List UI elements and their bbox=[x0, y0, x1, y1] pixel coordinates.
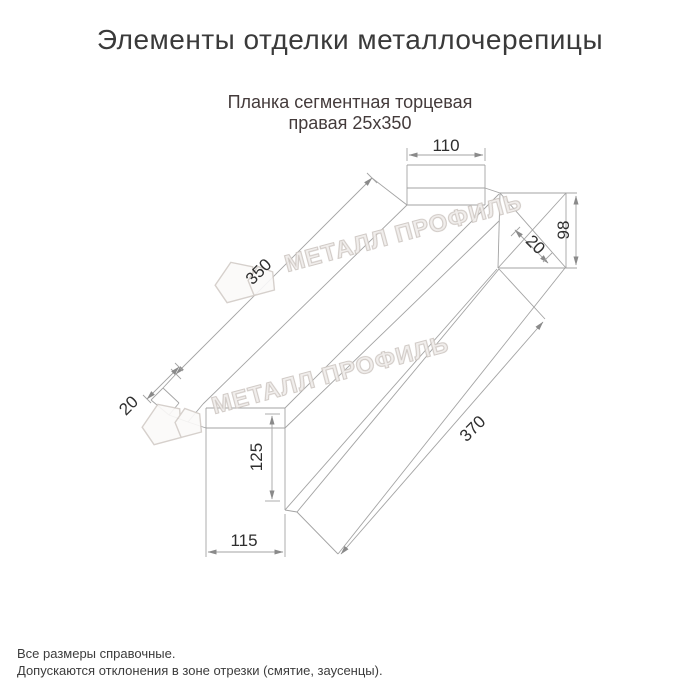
dim-label-face-height: 125 bbox=[247, 442, 266, 472]
footer-note-1: Все размеры справочные. bbox=[17, 646, 176, 661]
dim-label-end-fold: 20 bbox=[521, 231, 549, 259]
dim-label-face-width: 115 bbox=[230, 531, 258, 550]
dim-label-start-fold: 20 bbox=[115, 392, 143, 420]
dim-label-bottom-length: 370 bbox=[455, 411, 490, 446]
product-subtitle-line2: правая 25x350 bbox=[288, 113, 412, 133]
product-subtitle-line1: Планка сегментная торцевая bbox=[227, 92, 473, 112]
dim-label-end-height: 98 bbox=[554, 220, 573, 240]
dim-label-tab-width: 110 bbox=[432, 136, 460, 155]
dim-label-top-length: 350 bbox=[241, 254, 276, 289]
watermark-text: МЕТАЛЛ ПРОФИЛЬ bbox=[281, 188, 526, 278]
watermark-text: МЕТАЛЛ ПРОФИЛЬ bbox=[208, 330, 453, 420]
page-title: Элементы отделки металлочерепицы bbox=[96, 24, 604, 55]
footer-notes bbox=[17, 645, 383, 679]
footer-note-2: Допускаются отклонения в зоне отрезки (смятие, заусенцы). bbox=[17, 663, 383, 678]
